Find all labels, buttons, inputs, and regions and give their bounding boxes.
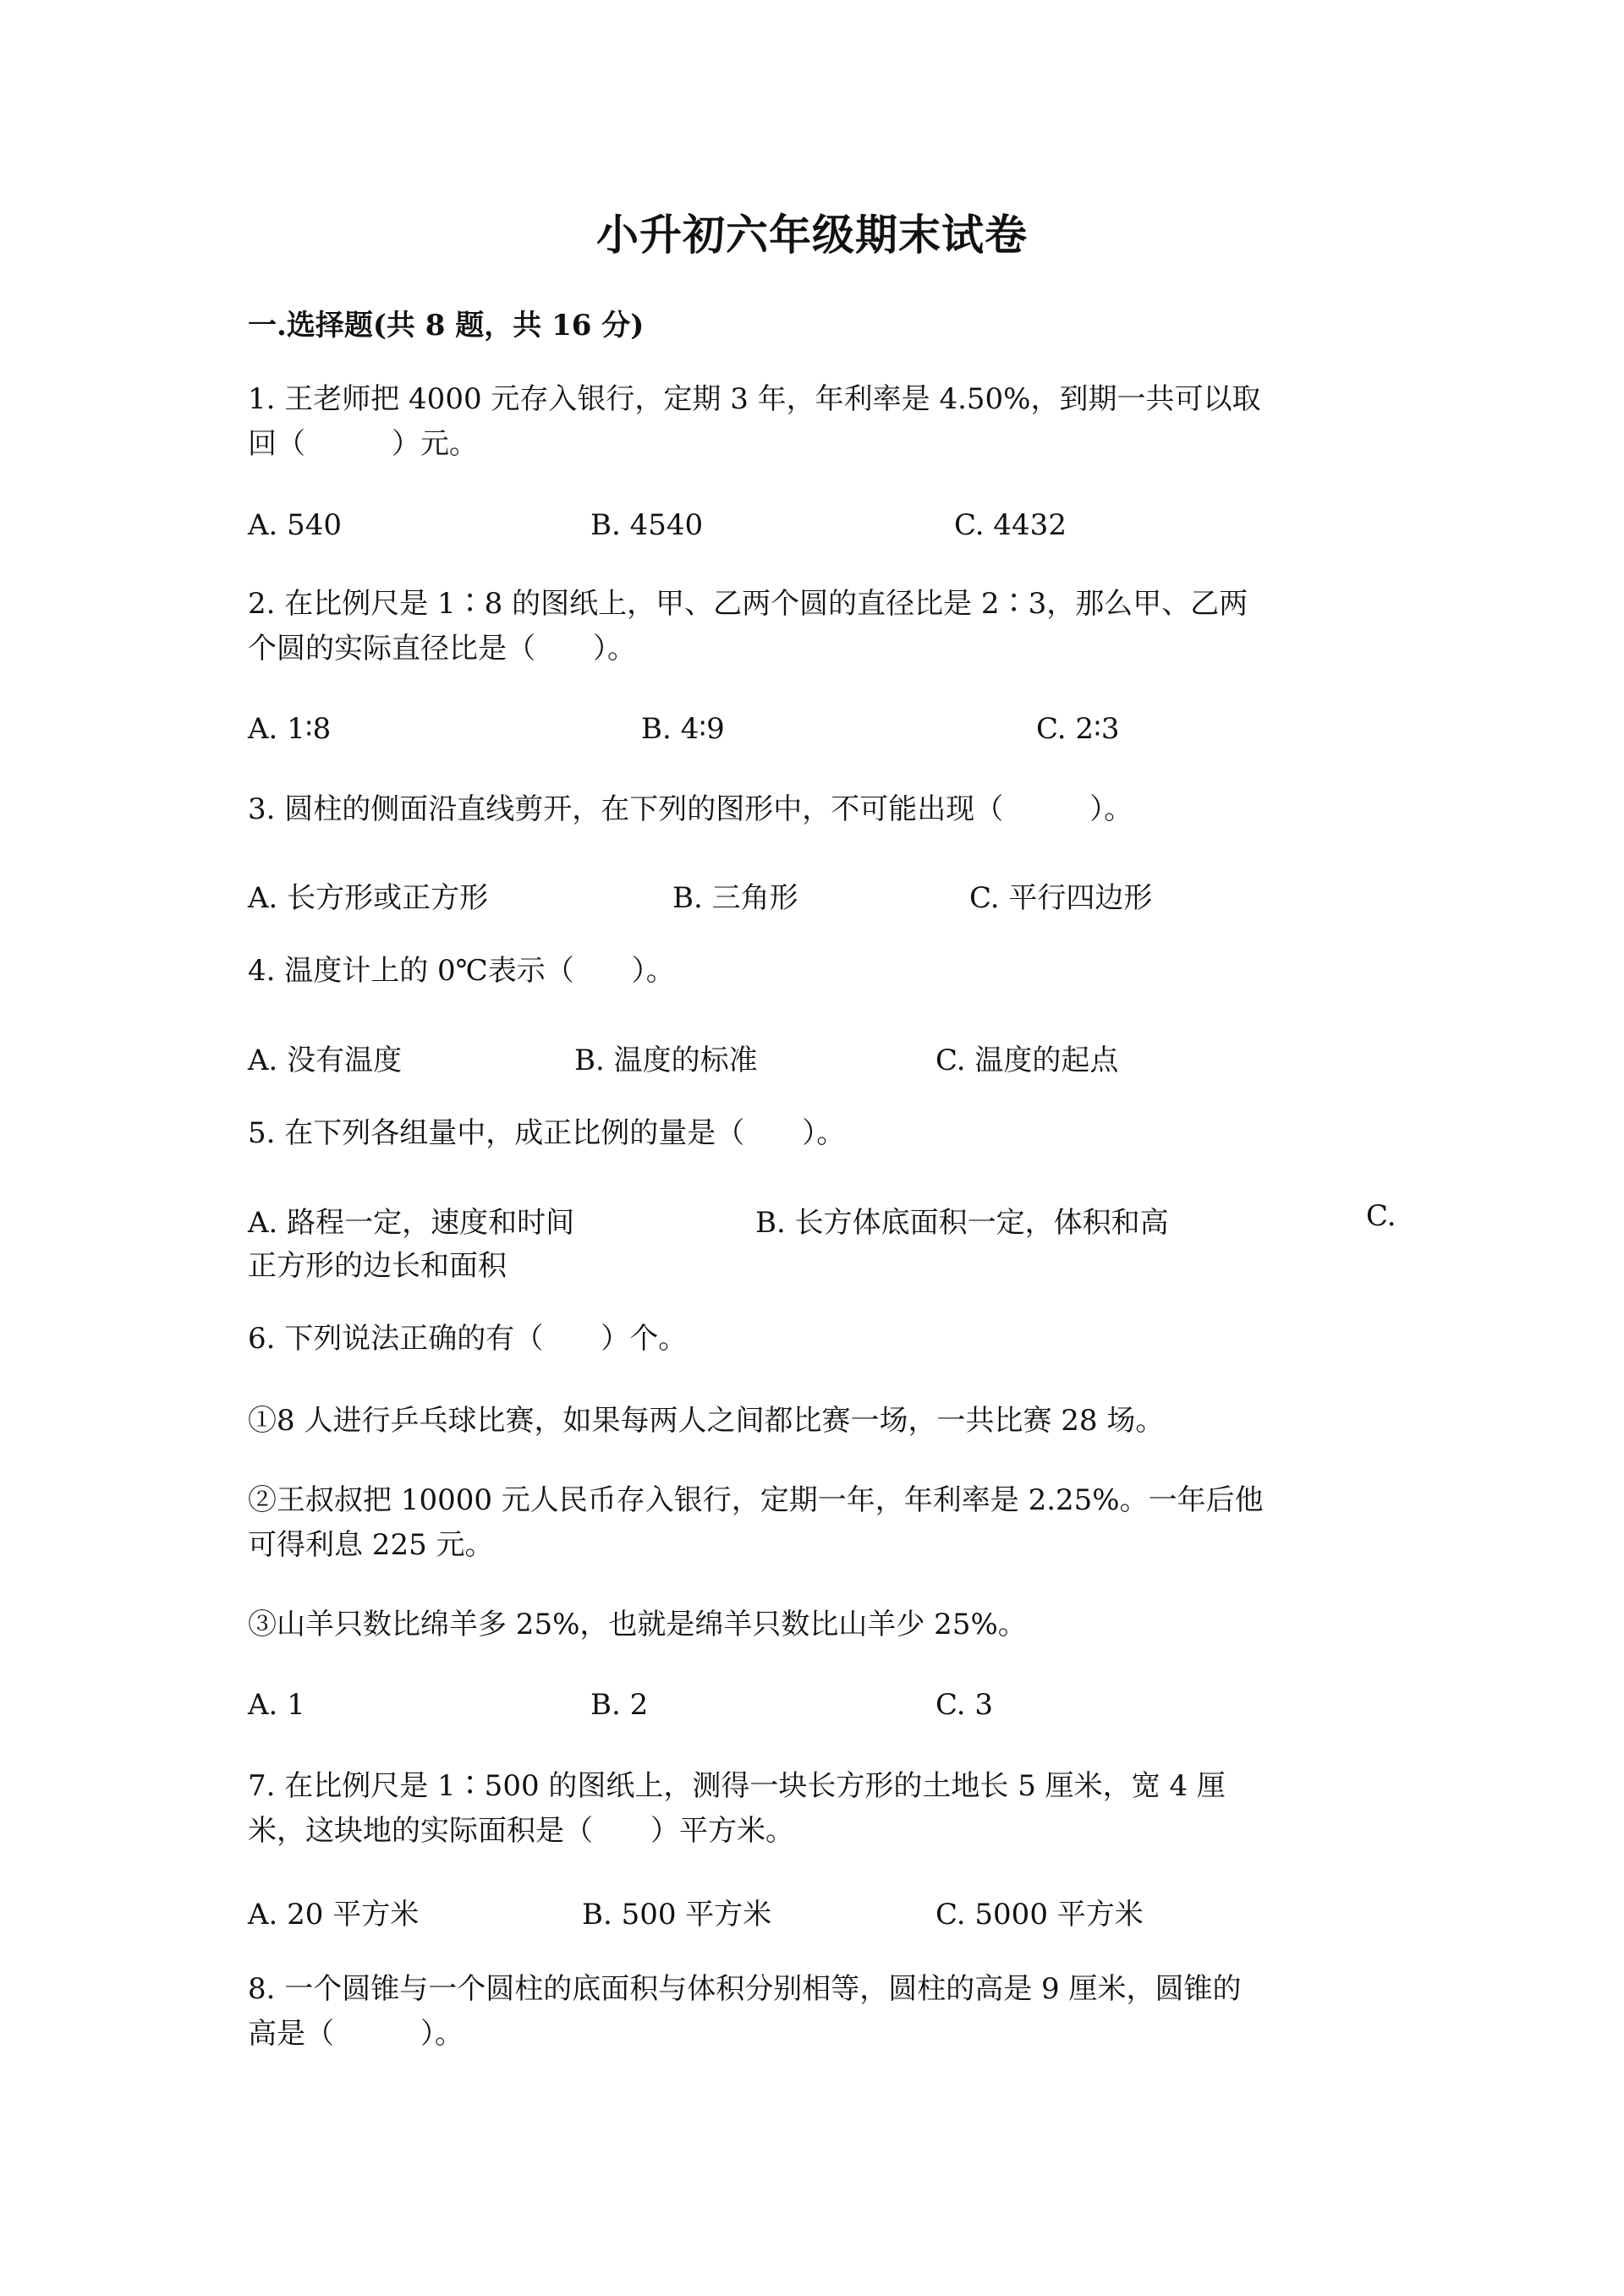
question-8-line-2: 高是（ ）。: [248, 2017, 464, 2051]
question-7-stem: [248, 1764, 1398, 1854]
question-1-line-1: 1. 王老师把 4000 元存入银行，定期 3 年，年利率是 4.50%，到期一共可以取: [248, 382, 1261, 416]
question-6-option-a: A. 1: [248, 1688, 305, 1722]
question-6-stem: [248, 1317, 1398, 1362]
question-5-line-1: 5. 在下列各组量中，成正比例的量是（ ）。: [248, 1116, 846, 1150]
question-5-option-c-text: 正方形的边长和面积: [248, 1249, 507, 1283]
question-2-stem: [248, 582, 1398, 671]
question-6-statement-1: [248, 1399, 1398, 1444]
question-6-statement-1-line-1: ①8 人进行乒乓球比赛，如果每两人之间都比赛一场，一共比赛 28 场。: [248, 1404, 1165, 1438]
question-6-statement-2: [248, 1478, 1398, 1568]
page-title: 小升初六年级期末试卷: [596, 210, 1028, 260]
question-3-stem: [248, 787, 1398, 832]
question-4-option-a: A. 没有温度: [248, 1044, 403, 1077]
question-1-stem: [248, 377, 1398, 467]
question-3-line-1: 3. 圆柱的侧面沿直线剪开，在下列的图形中，不可能出现（ ）。: [248, 792, 1133, 826]
question-7-option-c: C. 5000 平方米: [935, 1898, 1144, 1932]
question-1-option-c: C. 4432: [954, 508, 1067, 542]
question-4-option-c: C. 温度的起点: [935, 1044, 1119, 1077]
question-7-option-a: A. 20 平方米: [248, 1898, 420, 1932]
question-6-line-1: 6. 下列说法正确的有（ ）个。: [248, 1322, 688, 1356]
question-4-stem: [248, 949, 1398, 994]
question-4-option-b: B. 温度的标准: [574, 1044, 758, 1077]
question-2-line-2: 个圆的实际直径比是（ ）。: [248, 632, 636, 666]
question-4-line-1: 4. 温度计上的 0℃表示（ ）。: [248, 954, 675, 988]
question-3-option-b: B. 三角形: [672, 881, 798, 915]
question-5-option-a: A. 路程一定，速度和时间: [248, 1206, 575, 1240]
question-1-option-a: A. 540: [248, 508, 343, 542]
question-5-option-b: B. 长方体底面积一定，体积和高: [755, 1206, 1169, 1240]
question-5-option-c-label: C.: [1366, 1199, 1396, 1233]
question-1-line-2: 回（ ）元。: [248, 427, 478, 461]
question-8-line-1: 8. 一个圆锥与一个圆柱的底面积与体积分别相等，圆柱的高是 9 厘米，圆锥的: [248, 1972, 1242, 2006]
question-6-option-c: C. 3: [935, 1688, 994, 1722]
question-2-option-a: A. 1∶8: [248, 712, 332, 746]
question-3-option-c: C. 平行四边形: [969, 881, 1153, 915]
section-heading: 一.选择题(共 8 题，共 16 分): [248, 309, 645, 342]
question-6-statement-2-line-1: ②王叔叔把 10000 元人民币存入银行，定期一年，年利率是 2.25%。一年后他: [248, 1483, 1264, 1517]
question-7-line-2: 米，这块地的实际面积是（ ）平方米。: [248, 1814, 794, 1848]
question-8-stem: [248, 1967, 1398, 2057]
question-2-option-b: B. 4∶9: [641, 712, 725, 746]
question-2-option-c: C. 2∶3: [1036, 712, 1120, 746]
question-6-statement-3-line-1: ③山羊只数比绵羊多 25%，也就是绵羊只数比山羊少 25%。: [248, 1608, 1027, 1641]
question-6-option-b: B. 2: [590, 1688, 649, 1722]
question-7-line-1: 7. 在比例尺是 1∶500 的图纸上，测得一块长方形的土地长 5 厘米，宽 4 厘: [248, 1769, 1226, 1803]
question-6-statement-3: [248, 1603, 1398, 1647]
question-2-line-1: 2. 在比例尺是 1∶8 的图纸上，甲、乙两个圆的直径比是 2∶3，那么甲、乙两: [248, 587, 1248, 621]
question-6-statement-2-line-2: 可得利息 225 元。: [248, 1528, 494, 1562]
question-3-option-a: A. 长方形或正方形: [248, 881, 489, 915]
question-7-option-b: B. 500 平方米: [582, 1898, 772, 1932]
question-5-stem: [248, 1111, 1398, 1156]
question-1-option-b: B. 4540: [590, 508, 704, 542]
